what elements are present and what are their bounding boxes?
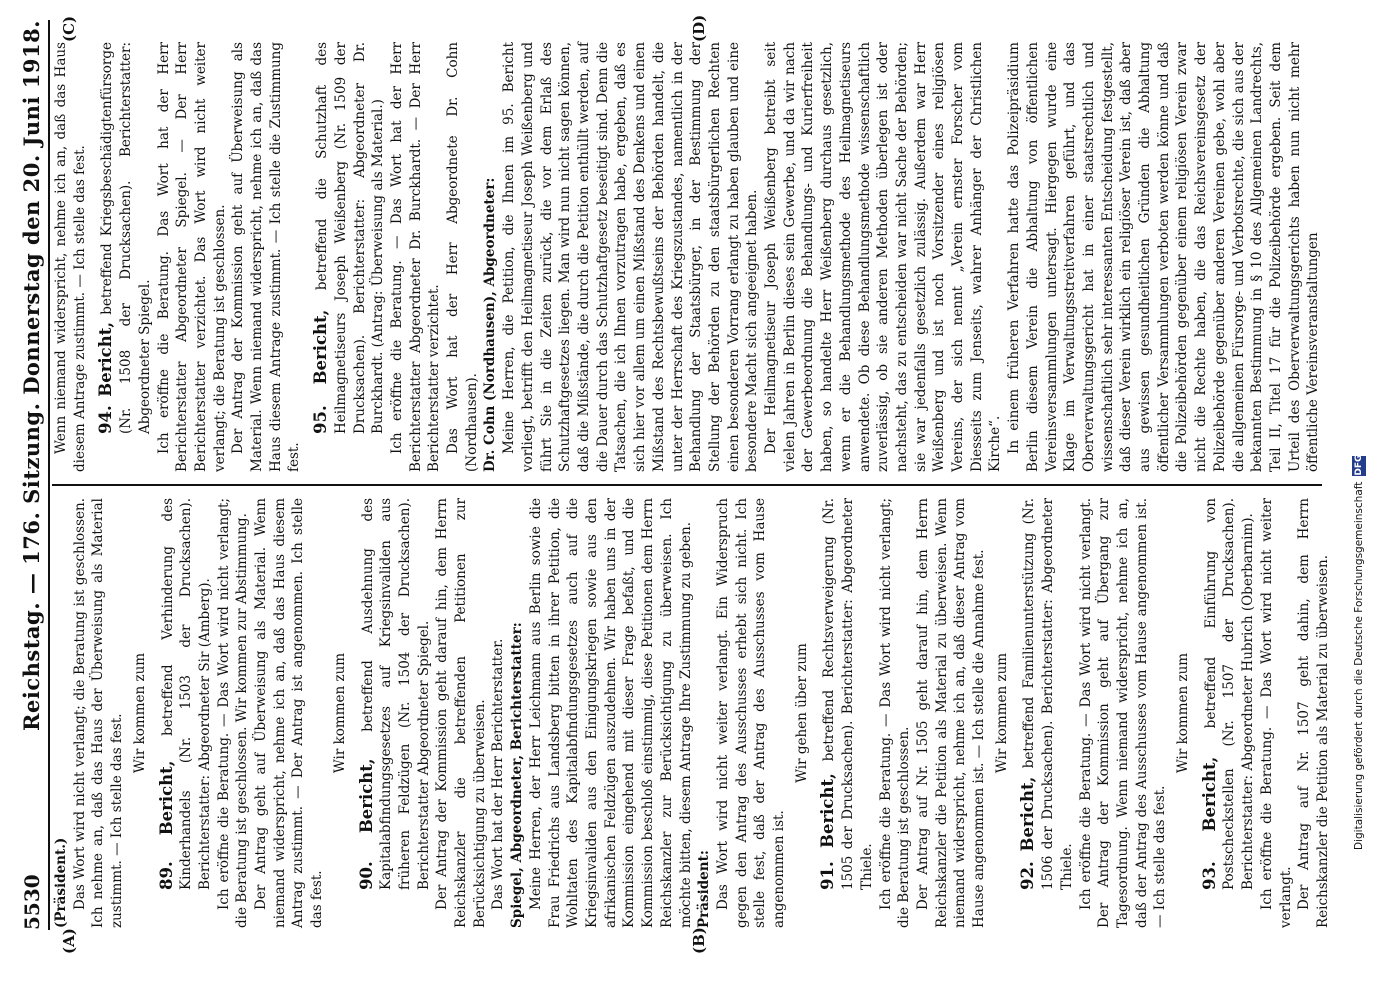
right-column	[52, 42, 1323, 472]
report-number: 94. Bericht,	[96, 321, 116, 434]
paragraph: Der Antrag auf Nr. 1507 geht dahin, dem Herrn Reichskanzler die Petition als Material zu überweisen.	[1296, 498, 1331, 928]
paragraph: Das Wort hat der Herr Abgeordnete Dr. Cohn (Nordhausen).	[445, 42, 480, 472]
transition-line: Wir kommen zum	[331, 652, 348, 774]
paragraph: Das Wort hat der Herr Berichterstatter.	[490, 638, 507, 910]
transition-line: Wir kommen zum	[1175, 652, 1192, 774]
paragraph: Der Antrag geht auf Überweisung als Material. Wenn niemand widerspricht, nehme ich an, daß das Haus diesem Antrag zustimmt. — Der Antrag ist angenommen. Ich stelle das fest.	[253, 498, 326, 928]
report-description: betreffend Rechtsverweigerung (Nr. 1505 der Drucksachen). Berichterstatter: Abgeordneter Thiele.	[821, 497, 875, 890]
paragraph: Ich eröffne die Beratung. — Das Wort wird nicht weiter verlangt.	[1258, 498, 1294, 928]
margin-marker-b: (B)	[690, 927, 708, 954]
report-number: 92. Bericht,	[1018, 776, 1038, 890]
paragraph: In einem früheren Verfahren hatte das Polizeipräsidium Berlin diesem Verein die Abhaltung von öffentlichen Vereinsversammlungen untersagt. Hiergegen wurde eine Klage im Verwaltungsstreitverfahren geführt, und das Oberverwaltungsgericht hat in einer staatsrechtlich und wissenschaftlich sehr interessanten Entscheidung festgestellt, daß dieser Verein wirklich ein religiöser Verein ist, daß aber aus gewissen gesundheitlichen Gründen die Abhaltung öffentlicher Versammlungen verboten werden könne und daß die Polizeibehörden gegenüber einem religiösen Verein zwar nicht die Rechte haben, die das Reichsvereinsgesetz der Polizeibehörde gegenüber anderen Vereinen gebe, wohl aber die allgemeinen Fürsorge- und Verbotsrechte, die sich aus der bekannten Bestimmung in § 10 des Allgemeinen Landrechts, Teil II, Titel 17 für die Polizeibehörde ergeben. Seit dem Urteil des Oberverwaltungsgerichts haben nun nicht mehr öffentliche Vereinsveranstaltungen	[1006, 42, 1322, 472]
report-description: betreffend Familienunterstützung (Nr. 1506 der Drucksachen). Berichterstatter: Abgeordneter Thiele.	[1021, 497, 1075, 890]
paragraph: Der Heilmagnetiseur Joseph Weißenberg betreibt seit vielen Jahren in Berlin dieses sein Gewerbe, und da wir nach der Gewerbeordnung die Behandlungs- und Kurierfreiheit haben, so handelte Herr Weißenberg durchaus gesetzlich, wenn er die Behandlungsmethode des Heilmagnetiseurs anwendete. Ob diese Behandlungsmethode wissenschaftlich zuverlässig, ob sie anderen Methoden überlegen ist oder nachsteht, das zu entscheiden war nicht Sache der Behörden; sie war jedenfalls gesetzlich zulässig. Außerdem war Herr Weißenberg und ist noch Vorsitzender eines religiösen Vereins, der sich nennt „Verein ernster Forscher vom Diesseits zum Jenseits, wahrer Anhänger der Christlichen Kirche“.	[763, 42, 1004, 472]
paragraph: Ich eröffne die Beratung. — Das Wort wird nicht verlangt; die Beratung ist geschlossen.	[877, 498, 913, 928]
report-number: 90. Bericht,	[356, 758, 376, 890]
paragraph: Der Antrag der Kommission geht auf Überweisung als Material. Wenn niemand widerspricht, nehme ich an, daß das Haus diesem Antrage zustimmt. — Ich stelle die Zustimmung fest.	[230, 42, 303, 472]
dfg-logo: DFG	[1354, 454, 1364, 476]
paragraph: Das Wort wird nicht weiter verlangt. Ein Widerspruch gegen den Antrag des Ausschusses erhebt sich nicht. Ich stelle fest, daß der Antrag des Ausschusses vom Hause angenommen ist.	[714, 498, 788, 928]
speaker-line: Spiegel, Abgeordneter, Berichterstatter:	[509, 622, 526, 928]
report-number: 95. Bericht,	[311, 309, 331, 434]
report-heading	[97, 42, 154, 472]
speaker-line: Präsident:	[696, 850, 713, 928]
paragraph: Der Antrag auf Nr. 1505 geht darauf hin, dem Herrn Reichskanzler die Petition als Material zu überweisen. Wenn niemand widerspricht, nehme ich an, daß dieser Antrag vom Hause angenommen ist. — Ich stelle die Annahme fest.	[914, 498, 988, 928]
report-description: betreffend Kriegsbeschädigtenfürsorge (Nr. 1508 der Drucksachen). Berichterstatter: Abgeordneter Spiegel.	[99, 41, 153, 434]
speaker-line: Dr. Cohn (Nordhausen), Abgeordneter:	[482, 177, 499, 472]
paragraph: Ich eröffne die Beratung. — Das Wort wird nicht verlangt. Der Antrag der Kommission geht auf Übergang zur Tagesordnung. Wenn niemand widerspricht, nehme ich an, daß der Antrag des Ausschusses vom Hause angenommen ist. — Ich stelle das fest.	[1077, 498, 1169, 928]
report-number: 89. Bericht,	[156, 760, 176, 890]
transition-line: Wir gehen über zum	[793, 643, 810, 783]
transition-line: Wir kommen zum	[993, 652, 1010, 774]
transition-line: Wir kommen zum	[131, 652, 148, 774]
column-divider	[52, 484, 1322, 486]
report-heading	[312, 42, 388, 472]
margin-marker-a: (A)	[60, 928, 78, 954]
report-heading	[358, 498, 434, 928]
report-description: betreffend Einführung von Postscheckstellen (Nr. 1507 der Drucksachen). Berichterstatter: Abgeordneter Hubrich (Oberbarnim).	[1202, 498, 1257, 890]
report-heading	[158, 498, 215, 928]
paragraph: Ich eröffne die Beratung. Das Wort hat der Herr Berichterstatter Abgeordneter Spiegel. — Der Herr Berichterstatter verzichtet. Das Wort wird nicht weiter verlangt; die Beratung ist geschlossen.	[155, 42, 228, 472]
report-heading	[1019, 498, 1076, 928]
paragraph: Meine Herren, die Petition, die Ihnen im 95. Bericht vorliegt, betrifft den Heilmagnetiseur Joseph Weißenberg und führt Sie in die Zeiten zurück, die vor dem Erlaß des Schutzhaftgesetzes liegen. Man wird nun nicht sagen können, daß die Mißstände, die durch die Petition enthüllt werden, auf die Dauer durch das Schutzhaftgesetz beseitigt sind. Denn die Tatsachen, die ich Ihnen vorzutragen habe, ergeben, daß es sich hier vor allem um einen Mißstand des Denkens und einen Mißstand des Rechtsbewußtseins der Behörden handelt, die unter der Herrschaft des Kriegszustandes, namentlich in der Behandlung der Staatsbürger, in der Bestimmung der Stellung der Behörden zu den staatsbürgerlichen Rechten einen besonderen Vorrang erlangt zu haben glauben und eine besondere Macht sich angeeignet haben.	[501, 42, 761, 472]
running-header	[8, 20, 50, 930]
paragraph: Meine Herren, der Herr Leichmann aus Berlin sowie die Frau Friedrichs aus Landsberg bitten in ihrer Petition, die Wohltaten des Kapitalabfindungsgesetzes auch auf die Kriegsinvaliden aus den Einigungskriegen sowie aus den afrikanischen Feldzügen auszudehnen. Wir haben uns in der Kommission eingehend mit dieser Frage befaßt, und die Kommission beschloß einstimmig, diese Petitionen dem Herrn Reichskanzler zur Berücksichtigung zu überweisen. Ich möchte bitten, diesem Antrage Ihre Zustimmung zu geben.	[527, 498, 694, 928]
paragraph: Der Antrag der Kommission geht darauf hin, dem Herrn Reichskanzler die betreffenden Petitionen zur Berücksichtigung zu überweisen.	[434, 498, 488, 928]
page-number: 5530	[20, 874, 44, 930]
paragraph: Wenn niemand widerspricht, nehme ich an, daß das Haus diesem Antrage zustimmt. — Ich stelle das fest.	[53, 42, 88, 472]
speaker-line: (Präsident.)	[53, 837, 69, 928]
report-number: 93. Bericht,	[1199, 756, 1219, 890]
paragraph: Ich eröffne die Beratung. — Das Wort wird nicht verlangt; die Beratung ist geschlossen. Wir kommen zur Abstimmung.	[215, 498, 251, 928]
header-title: Reichstag. — 176. Sitzung. Donnerstag den 20. Juni 1918.	[19, 20, 44, 731]
margin-marker-d: (D)	[690, 14, 708, 42]
margin-marker-c: (C)	[60, 15, 78, 42]
report-heading	[819, 498, 876, 928]
report-heading	[1201, 498, 1258, 928]
footer-credit	[1352, 456, 1366, 850]
footer-text: Digitalisierung gefördert durch die Deutsche Forschungsgemeinschaft	[1353, 481, 1365, 850]
report-description: betreffend Verhinderung des Kinderhandels (Nr. 1503 der Drucksachen). Berichterstatter: Abgeordneter Sir (Amberg).	[159, 497, 213, 890]
paragraph: Ich eröffne die Beratung. — Das Wort hat der Herr Berichterstatter Abgeordneter Dr. Burckhardt. — Der Herr Berichterstatter verzichtet.	[388, 42, 443, 472]
paragraph: Das Wort wird nicht verlangt; die Beratung ist geschlossen. Ich nehme an, daß das Haus der Überweisung als Material zustimmt. — Ich stelle das fest.	[71, 498, 126, 928]
left-column	[52, 498, 1333, 928]
report-description: betreffend die Schutzhaft des Heilmagnetiseurs Joseph Weißenberg (Nr. 1509 der Drucksachen). Berichterstatter: Abgeordneter Dr. Burckhardt. (Antrag: Überweisung als Material.)	[314, 41, 387, 434]
report-description: betreffend Ausdehnung des Kapitalabfindungsgesetzes auf Kriegsinvaliden aus früheren Feldzügen (Nr. 1504 der Drucksachen). Berichterstatter Abgeordneter Spiegel.	[359, 497, 432, 890]
report-number: 91. Bericht,	[818, 773, 838, 890]
